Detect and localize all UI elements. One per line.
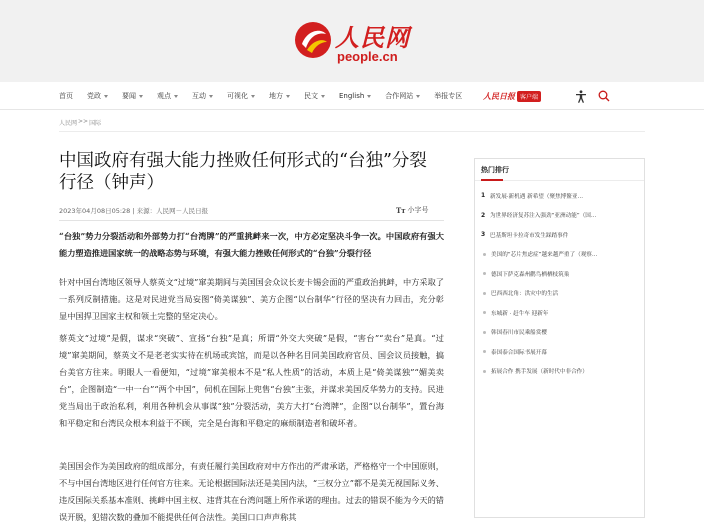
font-size-icon: Tт [396, 205, 406, 215]
rank-text: 韩国春川市民乘船赏樱 [491, 330, 547, 337]
chevron-down-icon [416, 95, 420, 98]
hot-ranking-item[interactable] [481, 225, 639, 245]
rank-text: 泰国泰合国际书展开幕 [491, 349, 547, 356]
nav-item-9[interactable] [385, 91, 420, 101]
nav-item-1[interactable] [87, 91, 108, 101]
chevron-down-icon [104, 95, 108, 98]
main-nav [0, 82, 704, 110]
chevron-down-icon [321, 95, 325, 98]
people-cn-logo[interactable] [293, 18, 423, 68]
rank-text: 新发展·新机遇 新希望（聚焦博鳌亚… [490, 193, 584, 200]
nav-item-label: 民文 [304, 92, 318, 100]
font-size-toggle[interactable] [396, 204, 429, 216]
article-meta: 2023年04月08日05:28 | 来源：人民网－人民日报 [59, 207, 209, 215]
nav-item-label: English [339, 92, 365, 100]
app-logo: 人民日报 [483, 90, 515, 101]
people-logo-mark-icon [293, 20, 333, 60]
breadcrumb-section[interactable]: 国际 [89, 120, 102, 127]
chevron-down-icon [174, 95, 178, 98]
chevron-down-icon [139, 95, 143, 98]
bullet-dot-icon [483, 253, 486, 256]
site-header [0, 0, 704, 82]
nav-item-label: 首页 [59, 92, 73, 100]
app-badge: 客户端 [517, 91, 541, 102]
bullet-dot-icon [483, 272, 486, 275]
nav-item-0[interactable] [59, 91, 73, 101]
nav-item-label: 可视化 [227, 92, 248, 100]
rank-number: 2 [481, 211, 486, 219]
hot-ranking-item[interactable] [481, 206, 639, 226]
nav-item-5[interactable] [227, 91, 255, 101]
hot-ranking-item[interactable] [481, 284, 639, 304]
rank-number: 3 [481, 231, 486, 239]
hot-ranking-item[interactable] [481, 245, 639, 265]
article-paragraph-2: 蔡英文“过境”是假，谋求“突破”、宣扬“台独”是真；所谓“外交大突破”是假，“害台”“卖台”是真。“过境”窜美期间，蔡英文不是老老实实待在机场或宾馆，而是以各种名目同美国政府官员、国会议员接触，搞台美官方往来。明眼人一看便知，“过境”窜美根本不是“私人性质”的活动，本质上是“倚美谋独”“媚美卖台”，企图制造“一中一台”“两个中国”，伺机在国际上兜售“台独”主张，并谋求美国反华势力的支持。民进党当局出于政治私利，利用各种机会从事谋“独”分裂活动，美方大打“台湾牌”，企图“以台制华”，置台海和平稳定和台湾民众根本利益于不顾，完全是台海和平稳定的麻烦制造者和破坏者。 [59, 333, 444, 428]
hot-ranking-title: 热门排行 [481, 166, 509, 174]
font-size-label: 小字号 [407, 206, 429, 214]
article-title: 中国政府有强大能力挫败任何形式的“台独”分裂行径（钟声） [59, 151, 427, 193]
rank-text: 美国的“芯片焦虑症”越来越严重了（观察… [491, 252, 598, 259]
app-download-link[interactable] [483, 89, 541, 103]
hot-ranking-item[interactable] [481, 303, 639, 323]
rank-text: 拓展合作 携手发展（新时代中非合作） [491, 369, 588, 376]
bullet-dot-icon [483, 292, 486, 295]
logo-text-cn: 人民网 [335, 23, 410, 52]
nav-menu [59, 82, 476, 110]
nav-item-label: 合作网站 [385, 92, 414, 100]
hot-ranking-accent [481, 179, 503, 181]
meta-divider [59, 220, 444, 221]
chevron-down-icon [286, 95, 290, 98]
search-icon[interactable] [598, 90, 610, 102]
hot-ranking-item[interactable] [481, 342, 639, 362]
bullet-dot-icon [483, 331, 486, 334]
accessibility-icon[interactable] [575, 90, 587, 103]
nav-item-label: 党政 [87, 92, 101, 100]
breadcrumb-separator: >> [78, 118, 89, 125]
breadcrumb [59, 118, 101, 127]
article-lead: “台独”势力分裂活动和外部势力打“台湾牌”的严重挑衅来一次，中方必定坚决斗争一次。中国政府有强大能力塑造推进国家统一的战略态势与环境，有强大能力挫败任何形式的“台独”分裂行径 [59, 231, 444, 258]
chevron-down-icon [367, 95, 371, 98]
nav-item-label: 举报专区 [434, 92, 463, 100]
hot-ranking-item[interactable] [481, 362, 639, 382]
rank-text: 巴基斯坦卡拉奇市发生踩踏事件 [490, 232, 569, 239]
nav-item-4[interactable] [192, 91, 213, 101]
bullet-dot-icon [483, 370, 486, 373]
chevron-down-icon [209, 95, 213, 98]
rank-text: 东城新 · 赶牛车 迎新年 [491, 310, 549, 317]
chevron-down-icon [251, 95, 255, 98]
nav-item-label: 要闻 [122, 92, 136, 100]
hot-ranking-item[interactable] [481, 186, 639, 206]
rank-text: 巴西西北角：洪灾中的生活 [491, 291, 559, 298]
nav-item-label: 地方 [269, 92, 283, 100]
hot-ranking-list [481, 186, 639, 381]
nav-item-label: 互动 [192, 92, 206, 100]
breadcrumb-home[interactable]: 人民网 [59, 120, 78, 127]
article-paragraph-1: 针对中国台湾地区领导人蔡英文“过境”窜美期间与美国国会众议长麦卡锡会面的严重政治挑衅，中方采取了一系列反制措施。这是对民进党当局妄图“倚美谋独”、美方企图“以台制华”行径的坚决有力回击，充分彰显中国捍卫国家主权和领土完整的坚定决心。 [59, 277, 444, 321]
hot-ranking-item[interactable] [481, 323, 639, 343]
nav-item-label: 观点 [157, 92, 171, 100]
hot-ranking-panel [474, 158, 645, 518]
nav-item-3[interactable] [157, 91, 178, 101]
nav-item-8[interactable] [339, 92, 371, 100]
nav-item-7[interactable] [304, 91, 325, 101]
logo-text-en: people.cn [337, 49, 398, 64]
bullet-dot-icon [483, 350, 486, 353]
rank-text: 为世界经济复苏注入强劲“亚洲动能”（国… [490, 213, 597, 220]
breadcrumb-divider [59, 131, 645, 132]
nav-item-2[interactable] [122, 91, 143, 101]
nav-item-10[interactable] [434, 91, 462, 101]
nav-item-6[interactable] [269, 91, 290, 101]
bullet-dot-icon [483, 311, 486, 314]
article-paragraph-3: 美国国会作为美国政府的组成部分，有责任履行美国政府对中方作出的严肃承诺，严格格守一个中国原则，不与中国台湾地区进行任何官方往来。无论根据国际法还是美国内法，“三权分立”都不是美无视国际义务、违反国际关系基本准则、挑衅中国主权、违背其在台湾问题上所作承诺的理由。过去的错误不能为今天的错误开脱，犯错次数的叠加不能提供任何合法性。美国口口声声称其 [59, 461, 444, 522]
hot-ranking-item[interactable] [481, 264, 639, 284]
rank-text: 德国下萨克森州鹳鸟栖栖枝筑巢 [491, 271, 570, 278]
rank-number: 1 [481, 192, 486, 200]
